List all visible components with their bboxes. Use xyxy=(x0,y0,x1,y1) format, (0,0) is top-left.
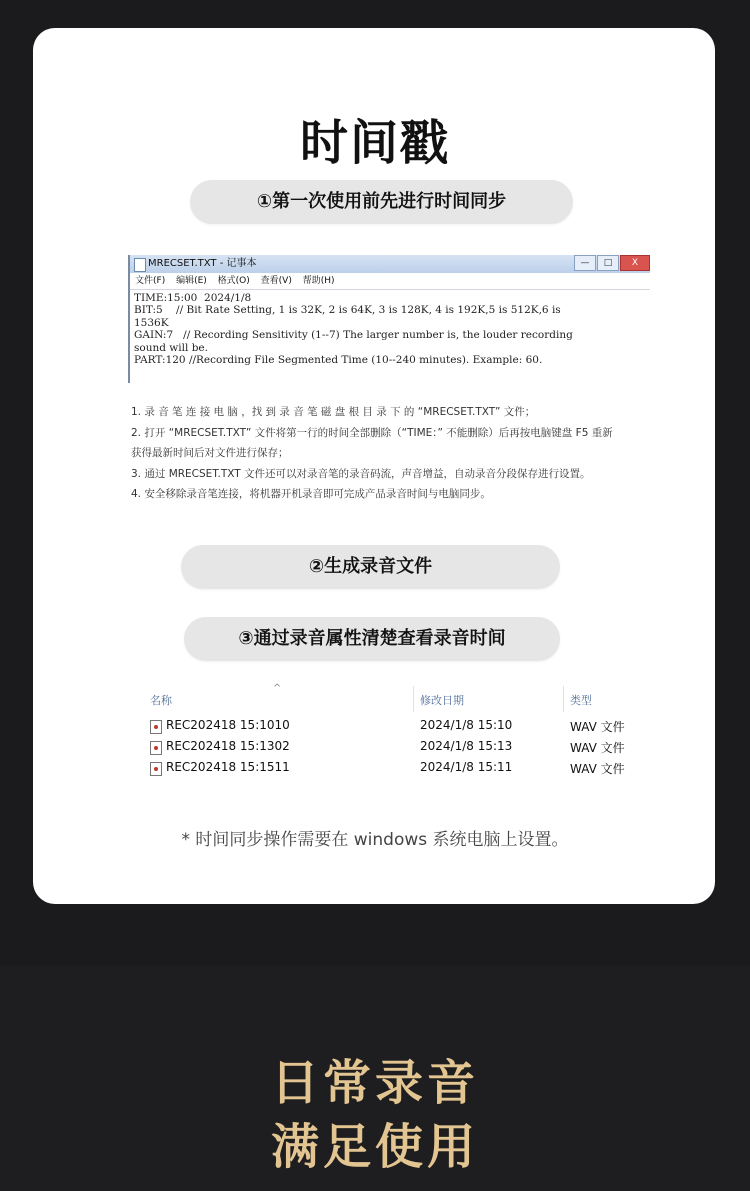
maximize-button[interactable]: □ xyxy=(597,255,619,271)
notepad-line: GAIN:7 // Recording Sensitivity (1--7) The larger number is, the louder recording xyxy=(134,329,573,342)
step2-label: ②生成录音文件 xyxy=(181,545,560,589)
instruction-item: 4. 安全移除录音笔连接，将机器开机录音即可完成产品录音时间与电脑同步。 xyxy=(131,488,491,500)
instruction-item: 2. 打开 “MRECSET.TXT” 文件将第一行的时间全部删除（“TIME：” 不能删除）后再按电脑键盘 F5 重新 xyxy=(131,426,613,439)
file-type: WAV 文件 xyxy=(570,741,625,755)
page-title: 时间戳 xyxy=(299,115,450,171)
slogan-line-2: 满足使用 xyxy=(270,1119,479,1175)
file-date: 2024/1/8 15:11 xyxy=(420,760,513,774)
audio-file-icon xyxy=(150,720,162,734)
file-name: REC202418 15:1511 xyxy=(166,760,290,774)
column-header-type[interactable]: 类型 xyxy=(570,694,592,707)
instruction-item: 获得最新时间后对文件进行保存； xyxy=(131,447,289,459)
sort-caret-icon[interactable]: ^ xyxy=(273,683,282,694)
notepad-titlebar xyxy=(130,255,650,273)
footnote: * 时间同步操作需要在 windows 系统电脑上设置。 xyxy=(181,830,569,850)
file-type: WAV 文件 xyxy=(570,762,625,776)
column-header-name[interactable]: 名称 xyxy=(150,694,172,707)
notepad-line: TIME:15:00 2024/1/8 xyxy=(134,292,252,304)
audio-file-icon xyxy=(150,741,162,755)
notepad-window xyxy=(128,255,650,383)
notepad-doc-icon xyxy=(134,258,146,272)
close-button[interactable]: X xyxy=(620,255,650,271)
notepad-menubar xyxy=(130,273,650,290)
notepad-window-title: MRECSET.TXT - 记事本 xyxy=(148,258,257,269)
notepad-line: BIT:5 // Bit Rate Setting, 1 is 32K, 2 is 64K, 3 is 128K, 4 is 192K,5 is 512K,6 is xyxy=(134,304,561,317)
notepad-line: 1536K xyxy=(134,316,169,329)
menu-file[interactable]: 文件(F) xyxy=(135,276,166,286)
step1-label: ①第一次使用前先进行时间同步 xyxy=(190,180,573,224)
file-row[interactable] xyxy=(150,718,650,738)
file-date: 2024/1/8 15:13 xyxy=(420,739,513,753)
menu-view[interactable]: 查看(V) xyxy=(260,276,292,286)
file-row[interactable] xyxy=(150,760,650,780)
menu-help[interactable]: 帮助(H) xyxy=(302,276,335,286)
column-divider xyxy=(413,686,414,712)
menu-edit[interactable]: 编辑(E) xyxy=(176,276,207,286)
column-divider xyxy=(563,686,564,712)
slogan-line-1: 日常录音 xyxy=(270,1055,479,1111)
instruction-list xyxy=(131,402,671,505)
instruction-item: 3. 通过 MRECSET.TXT 文件还可以对录音笔的录音码流，声音增益，自动录音分段保存进行设置。 xyxy=(131,467,591,480)
notepad-line: PART:120 //Recording File Segmented Time (10--240 minutes). Example: 60. xyxy=(134,354,543,367)
file-type: WAV 文件 xyxy=(570,720,625,734)
instruction-item: 1. 录 音 笔 连 接 电 脑 ，找 到 录 音 笔 磁 盘 根 目 录 下 的 “MRECSET.TXT” 文件； xyxy=(131,406,536,418)
audio-file-icon xyxy=(150,762,162,776)
notepad-line: sound will be. xyxy=(134,341,208,354)
file-name: REC202418 15:1302 xyxy=(166,739,290,753)
column-header-date[interactable]: 修改日期 xyxy=(420,694,464,707)
notepad-text-area[interactable] xyxy=(130,290,650,368)
step3-label: ③通过录音属性清楚查看录音时间 xyxy=(184,617,560,661)
menu-format[interactable]: 格式(O) xyxy=(217,276,250,286)
file-row[interactable] xyxy=(150,739,650,759)
minimize-button[interactable]: — xyxy=(574,255,596,271)
file-date: 2024/1/8 15:10 xyxy=(420,718,513,732)
file-name: REC202418 15:1010 xyxy=(166,718,290,732)
window-controls xyxy=(573,255,650,271)
